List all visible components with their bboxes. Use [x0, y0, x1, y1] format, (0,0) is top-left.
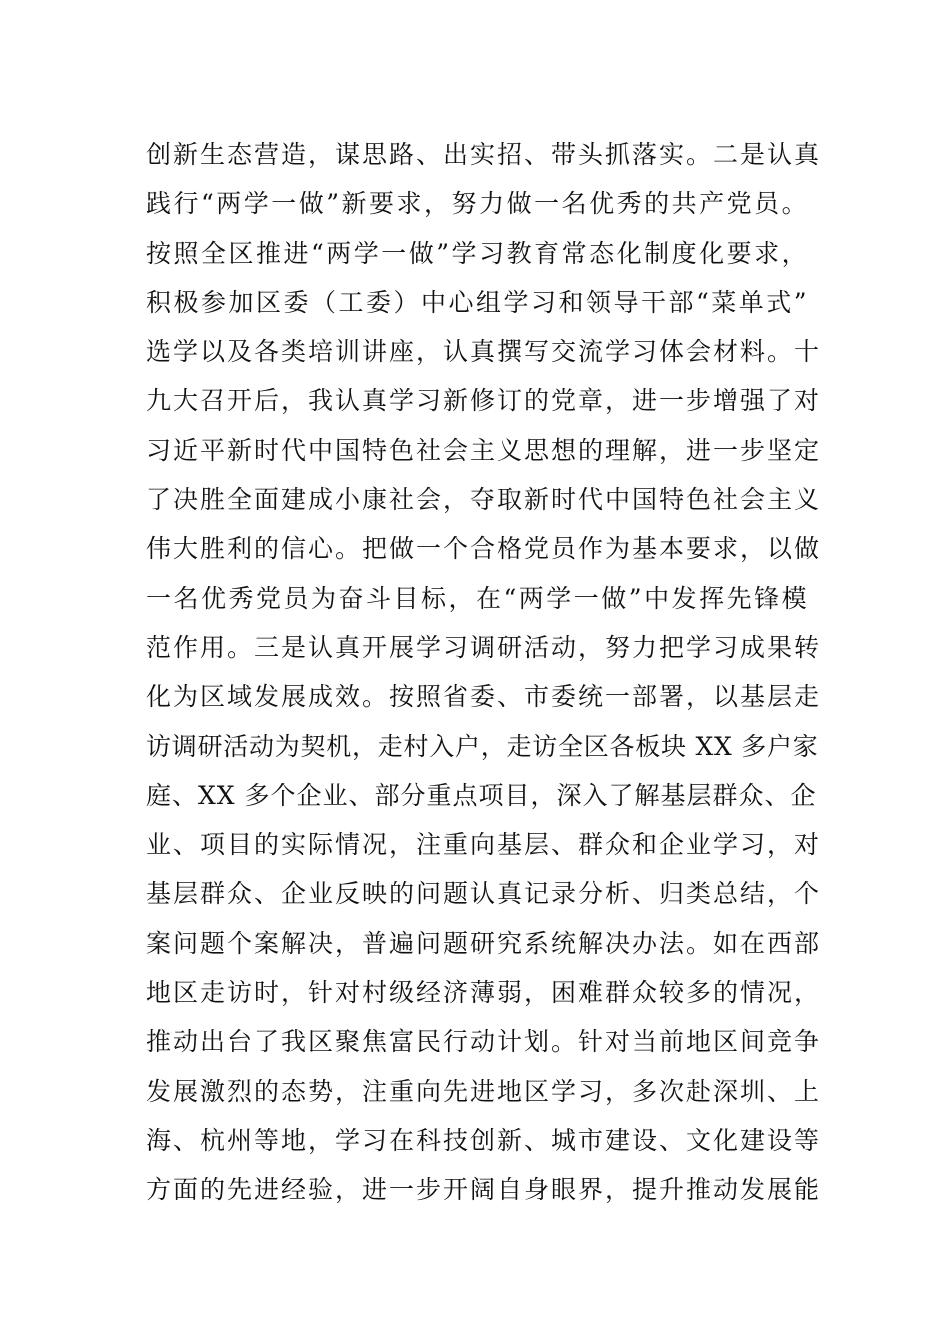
text-line: 化为区域发展成效。按照省委、市委统一部署，以基层走: [146, 682, 822, 712]
text-line: 访调研活动为契机，走村入户，走访全区各板块 XX 多户家: [146, 731, 819, 761]
text-line: 积极参加区委（工委）中心组学习和领导干部“菜单式”: [146, 287, 810, 317]
text-line: 一名优秀党员为奋斗目标，在“两学一做”中发挥先锋模: [146, 583, 810, 613]
text-line: 了决胜全面建成小康社会，夺取新时代中国特色社会主义: [146, 485, 822, 515]
text-line: 方面的先进经验，进一步开阔自身眼界，提升推动发展能: [146, 1175, 822, 1205]
text-line: 九大召开后，我认真学习新修订的党章，进一步增强了对: [146, 386, 822, 416]
text-line: 基层群众、企业反映的问题认真记录分析、归类总结，个: [146, 879, 822, 909]
text-line: 海、杭州等地，学习在科技创新、城市建设、文化建设等: [146, 1125, 822, 1155]
text-line: 地区走访时，针对村级经济薄弱，困难群众较多的情况，: [146, 978, 822, 1008]
text-line: 选学以及各类培训讲座，认真撰写交流学习体会材料。十: [146, 337, 822, 367]
text-line: 创新生态营造，谋思路、出实招、带头抓落实。二是认真: [146, 140, 822, 169]
text-line: 按照全区推进“两学一做”学习教育常态化制度化要求，: [146, 238, 810, 268]
text-line: 践行“两学一做”新要求，努力做一名优秀的共产党员。: [146, 189, 810, 219]
text-line: 业、项目的实际情况，注重向基层、群众和企业学习，对: [146, 830, 822, 860]
text-line: 案问题个案解决，普遍问题研究系统解决办法。如在西部: [146, 928, 822, 958]
text-line: 习近平新时代中国特色社会主义思想的理解，进一步坚定: [146, 435, 822, 465]
text-line: 庭、XX 多个企业、部分重点项目，深入了解基层群众、企: [146, 780, 817, 810]
text-line: 伟大胜利的信心。把做一个合格党员作为基本要求，以做: [146, 534, 822, 564]
body-text: [146, 130, 822, 1215]
text-line: 范作用。三是认真开展学习调研活动，努力把学习成果转: [146, 632, 822, 662]
text-line: 发展激烈的态势，注重向先进地区学习，多次赴深圳、上: [146, 1076, 822, 1106]
text-line: 推动出台了我区聚焦富民行动计划。针对当前地区间竞争: [146, 1027, 822, 1057]
